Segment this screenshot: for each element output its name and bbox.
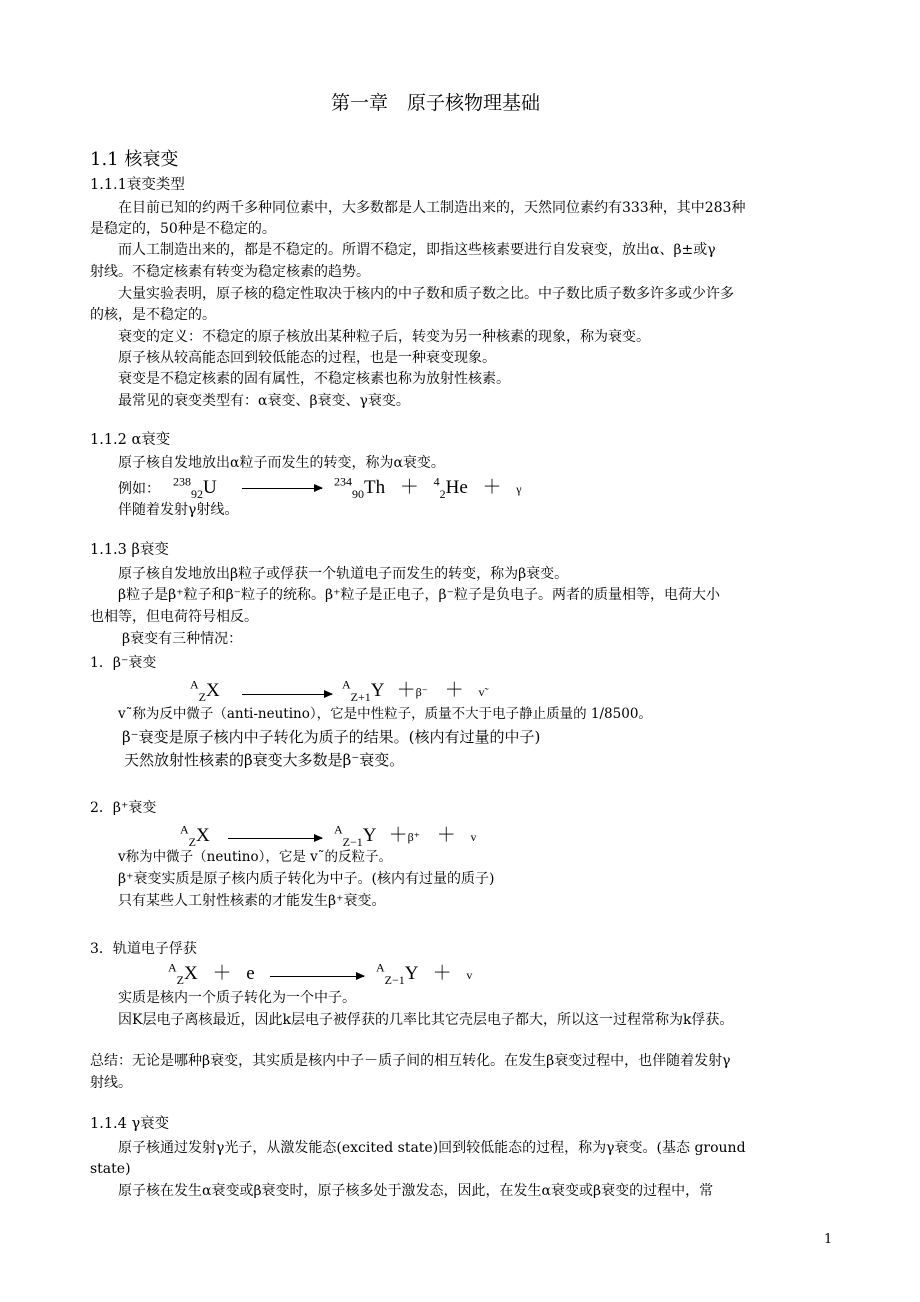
paragraph-line: 最常见的衰变类型有：α衰变、β衰变、γ衰变。 (118, 393, 410, 409)
electron-capture-heading: 3．轨道电子俘获 (90, 941, 197, 957)
section-1-1-1-heading: 1.1.1衰变类型 (90, 177, 185, 193)
beta-minus-heading: 1．β⁻衰变 (90, 655, 157, 671)
summary-line: 射线。 (90, 1075, 132, 1091)
beta-plus-equation-right: $^A_{Z-1}$Y ＋β⁺ ＋ v (334, 822, 477, 849)
arrow-icon (228, 838, 322, 839)
paragraph-line: state) (90, 1161, 131, 1177)
alpha-decay-equation: 例如： $^{238}_{92}$U (118, 474, 217, 501)
paragraph-line: 衰变是不稳定核素的固有属性，不稳定核素也称为放射性核素。 (118, 371, 510, 387)
section-1-1-3-heading: 1.1.3 β衰变 (90, 542, 169, 558)
paragraph-line: v称为中微子（neutino），它是 v˜的反粒子。 (118, 849, 392, 865)
electron-capture-equation-right: $^A_{Z-1}$Y ＋ v (376, 960, 473, 987)
paragraph-line: β⁻衰变是原子核内中子转化为质子的结果。(核内有过量的中子) (122, 728, 541, 746)
electron-capture-equation-left: $^A_Z$X ＋ e (168, 960, 255, 987)
paragraph-line: 的核，是不稳定的。 (90, 307, 216, 323)
paragraph-line: 原子核通过发射γ光子，从激发能态(excited state)回到较低能态的过程，称为γ衰变。(基态 ground (118, 1140, 746, 1156)
paragraph-line: β粒子是β⁺粒子和β⁻粒子的统称。β⁺粒子是正电子，β⁻粒子是负电子。两者的质量相等，电荷大小 (118, 587, 721, 603)
paragraph-line: 只有某些人工射性核素的才能发生β⁺衰变。 (118, 893, 386, 909)
paragraph-line: 也相等，但电荷符号相反。 (90, 609, 258, 625)
alpha-decay-products: $^{234}_{90}$Th ＋ $^4_2$He ＋ γ (334, 474, 522, 501)
section-1-1-heading: 1.1 核衰变 (90, 149, 179, 170)
paragraph-line: 原子核自发地放出β粒子或俘获一个轨道电子而发生的转变，称为β衰变。 (118, 566, 569, 582)
paragraph-line: 原子核在发生α衰变或β衰变时，原子核多处于激发态，因此，在发生α衰变或β衰变的过程中，常 (118, 1183, 714, 1199)
beta-plus-heading: 2．β⁺衰变 (90, 800, 157, 816)
alpha-gamma-note: 伴随着发射γ射线。 (118, 502, 239, 518)
paragraph-line: 原子核从较高能态回到较低能态的过程，也是一种衰变现象。 (118, 350, 496, 366)
paragraph-line: 因K层电子离核最近，因此k层电子被俘获的几率比其它壳层电子都大，所以这一过程常称为k俘获。 (118, 1012, 734, 1028)
example-label: 例如： (118, 481, 160, 497)
chapter-title: 第一章 原子核物理基础 (331, 92, 541, 114)
beta-minus-equation-right: $^A_{Z+1}$Y ＋β⁻ ＋ v˜ (342, 677, 489, 704)
summary-line: 总结：无论是哪种β衰变，其实质是核内中子－质子间的相互转化。在发生β衰变过程中，也伴随着发射γ (90, 1053, 731, 1069)
paragraph-line: 天然放射性核素的β衰变大多数是β⁻衰变。 (124, 751, 405, 769)
paragraph-line: β衰变有三种情况： (122, 631, 243, 647)
paragraph-line: β⁺衰变实质是原子核内质子转化为中子。(核内有过量的质子) (118, 871, 495, 887)
section-1-1-2-heading: 1.1.2 α衰变 (90, 432, 171, 448)
paragraph-line: 衰变的定义：不稳定的原子核放出某种粒子后，转变为另一种核素的现象，称为衰变。 (118, 329, 650, 345)
arrow-icon (242, 694, 332, 695)
page-number: 1 (824, 1232, 833, 1247)
arrow-icon (270, 976, 364, 977)
paragraph-line: 大量实验表明，原子核的稳定性取决于核内的中子数和质子数之比。中子数比质子数多许多或少许多 (118, 286, 734, 302)
paragraph-line: 而人工制造出来的，都是不稳定的。所谓不稳定，即指这些核素要进行自发衰变，放出α、β±或γ (118, 242, 716, 258)
beta-plus-equation-left: $^A_Z$X (180, 822, 210, 849)
beta-minus-equation-left: $^A_Z$X (190, 677, 220, 704)
paragraph-line: 是稳定的，50种是不稳定的。 (90, 221, 276, 237)
arrow-icon (242, 488, 322, 489)
paragraph-line: 实质是核内一个质子转化为一个中子。 (118, 990, 356, 1006)
alpha-definition: 原子核自发地放出α粒子而发生的转变，称为α衰变。 (118, 455, 445, 471)
paragraph-line: v˜称为反中微子（anti-neutino），它是中性粒子，质量不大于电子静止质量的 1/8500。 (118, 706, 652, 722)
section-1-1-4-heading: 1.1.4 γ衰变 (90, 1116, 170, 1132)
paragraph-line: 在目前已知的约两千多种同位素中，大多数都是人工制造出来的，天然同位素约有333种，其中283种 (118, 200, 746, 216)
paragraph-line: 射线。不稳定核素有转变为稳定核素的趋势。 (90, 264, 370, 280)
